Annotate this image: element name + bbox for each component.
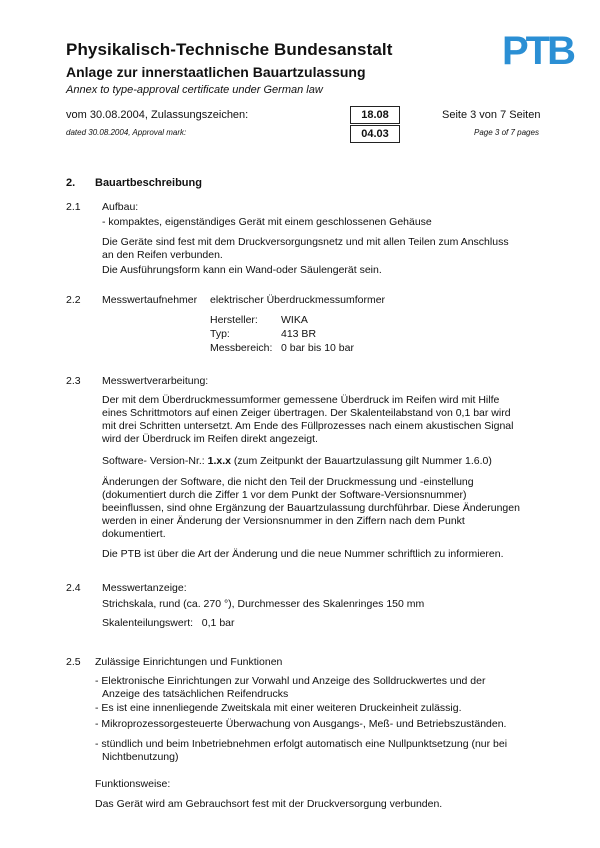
function-text: Das Gerät wird am Gebrauchsort fest mit der Druckversorgung verbunden. (95, 798, 443, 810)
s23-p3: Die PTB ist über die Art der Änderung und die neue Nummer schriftlich zu informieren. (102, 548, 504, 560)
page-number-en: Page 3 of 7 pages (474, 128, 539, 137)
type-label: Typ: (210, 328, 230, 340)
ptb-logo (502, 29, 573, 73)
page-number: Seite 3 von 7 Seiten (442, 109, 541, 121)
software-version-prefix: Software- Version-Nr.: (102, 455, 205, 467)
software-version-note: (zum Zeitpunkt der Bauartzulassung gilt Nummer 1.6.0) (233, 455, 492, 467)
s21-para-line1: Die Geräte sind fest mit dem Druckversorgungsnetz und mit allen Teilen zum Anschluss (102, 236, 509, 248)
s23-p2-line5: dokumentiert. (102, 528, 166, 540)
type-value: 413 BR (281, 328, 317, 340)
range-value: 0 bar bis 10 bar (281, 342, 354, 354)
s24-number: 2.4 (66, 582, 81, 594)
s25-bullet1-line1: - Elektronische Einrichtungen zur Vorwahl und Anzeige des Solldruckwertes und der (95, 675, 486, 687)
s23-p2-line3: beeinflussen, sind ohne Ergänzung der Bauartzulassung durchführbar. Diese Änderungen (102, 502, 520, 514)
approval-mark-bottom: 04.03 (350, 125, 400, 143)
s21-number: 2.1 (66, 201, 81, 213)
org-title: Physikalisch-Technische Bundesanstalt (66, 40, 393, 59)
s25-title: Zulässige Einrichtungen und Funktionen (95, 656, 283, 668)
s25-bullet4-line2: Nichtbenutzung) (102, 751, 179, 763)
s23-title: Messwertverarbeitung: (102, 375, 209, 387)
s22-title: Messwertaufnehmer (102, 294, 198, 306)
s21-para2: Die Ausführungsform kann ein Wand-oder Säulengerät sein. (102, 264, 382, 276)
s25-bullet3: - Mikroprozessorgesteuerte Überwachung von Ausgangs-, Meß- und Betriebszuständen. (95, 718, 507, 730)
s24-line2: Skalenteilungswert: 0,1 bar (102, 617, 235, 629)
s21-para-line2: an den Reifen verbunden. (102, 249, 223, 261)
s24-title: Messwertanzeige: (102, 582, 187, 594)
document-subtitle: Anlage zur innerstaatlichen Bauartzulassung (66, 64, 366, 80)
section-title: Bauartbeschreibung (95, 177, 202, 189)
svg-text:PTB: PTB (502, 29, 573, 73)
s22-number: 2.2 (66, 294, 81, 306)
s23-p1-line2: eines Schrittmotors auf einen Zeiger übertragen. Der Skalenteilabstand von 0,1 bar wird (102, 407, 511, 419)
s23-p1-line1: Der mit dem Überdruckmessumformer gemessene Überdruck im Reifen wird mit Hilfe (102, 394, 500, 406)
s23-p2-line2: (dokumentiert durch die Ziffer 1 vor dem Punkt der Software-Versionsnummer) (102, 489, 467, 501)
s23-p2-line1: Änderungen der Software, die nicht den Teil der Druckmessung und -einstellung (102, 476, 474, 488)
dated-label: vom 30.08.2004, Zulassungszeichen: (66, 109, 249, 121)
s23-p1-line4: wird der Überdruck im Reifen direkt angezeigt. (102, 433, 318, 445)
s23-number: 2.3 (66, 375, 81, 387)
function-title: Funktionsweise: (95, 778, 171, 790)
range-label: Messbereich: (210, 342, 273, 354)
s22-desc: elektrischer Überdruckmessumformer (210, 294, 386, 306)
manufacturer-label: Hersteller: (210, 314, 258, 326)
document-subtitle-en: Annex to type-approval certificate under German law (66, 84, 323, 96)
s25-bullet2: - Es ist eine innenliegende Zweitskala mit einer weiteren Druckeinheit zulässig. (95, 702, 462, 714)
manufacturer-value: WIKA (281, 314, 308, 326)
s21-bullet: - kompaktes, eigenständiges Gerät mit einem geschlossenen Gehäuse (102, 216, 432, 228)
s23-p2-line4: werden in einer Änderung der Versionsnummer in den Ziffern nach dem Punkt (102, 515, 465, 527)
s25-number: 2.5 (66, 656, 81, 668)
s25-bullet1-line2: Anzeige des tatsächlichen Reifendrucks (102, 688, 289, 700)
dated-label-en: dated 30.08.2004, Approval mark: (66, 128, 187, 137)
s23-p1-line3: mit drei Schritten untersetzt. Am Ende des Füllprozesses nach einem akustischen Signal (102, 420, 514, 432)
approval-mark-top: 18.08 (350, 106, 400, 124)
section-number: 2. (66, 177, 76, 189)
s21-title: Aufbau: (102, 201, 139, 213)
s24-line1: Strichskala, rund (ca. 270 °), Durchmesser des Skalenringes 150 mm (102, 598, 425, 610)
software-version-number: 1.x.x (207, 455, 231, 467)
software-version-line (102, 455, 492, 467)
s25-bullet4-line1: - stündlich und beim Inbetriebnehmen erfolgt automatisch eine Nullpunktsetzung (nur bei (95, 738, 508, 750)
